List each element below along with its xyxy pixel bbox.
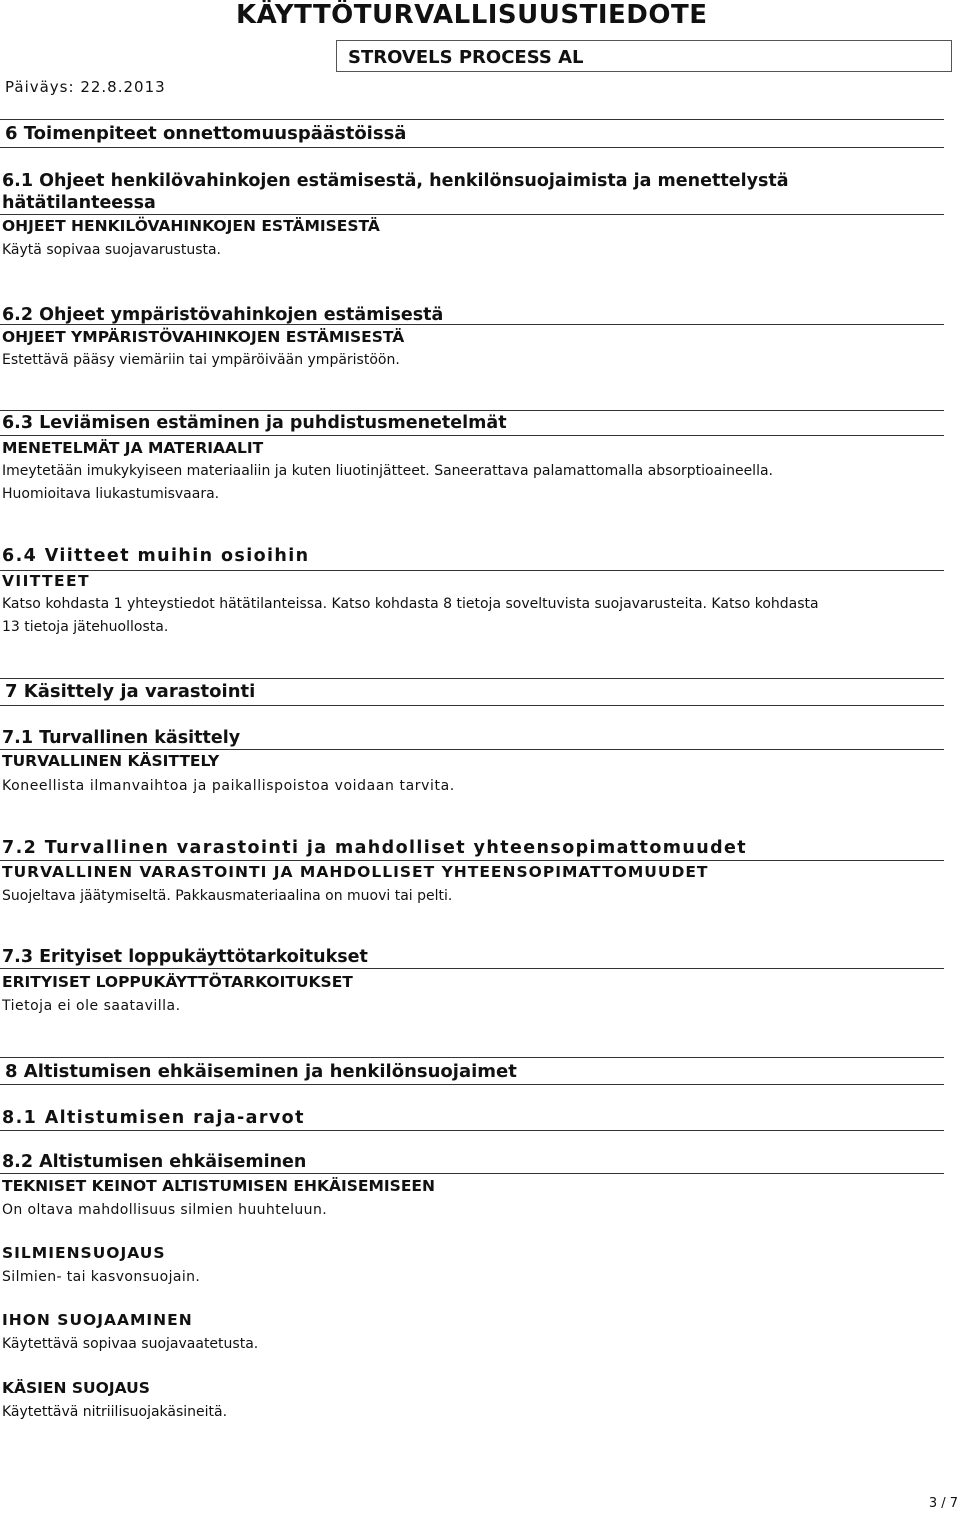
subsection-divider: [0, 214, 944, 215]
subsection-6-4-heading: VIITTEET: [2, 572, 90, 590]
subsection-7-2-heading: TURVALLINEN VARASTOINTI JA MAHDOLLISET YHTEENSOPIMATTOMUUDET: [2, 863, 709, 881]
subsection-7-1-heading: TURVALLINEN KÄSITTELY: [2, 752, 220, 770]
section-8-title: 8 Altistumisen ehkäiseminen ja henkilönsuojaimet: [5, 1061, 517, 1082]
subsection-7-1-title: 7.1 Turvallinen käsittely: [2, 728, 241, 748]
subsection-6-1-heading: OHJEET HENKILÖVAHINKOJEN ESTÄMISESTÄ: [2, 217, 380, 235]
section-divider: [0, 705, 944, 706]
subsection-divider: [0, 435, 944, 436]
subsection-7-2-title: 7.2 Turvallinen varastointi ja mahdolliset yhteensopimattomuudet: [2, 838, 748, 858]
section-divider: [0, 119, 944, 120]
subsection-8-1-title: 8.1 Altistumisen raja-arvot: [2, 1108, 305, 1128]
technical-measures-heading: TEKNISET KEINOT ALTISTUMISEN EHKÄISEMISEEN: [2, 1177, 435, 1195]
subsection-8-2-title: 8.2 Altistumisen ehkäiseminen: [2, 1152, 307, 1172]
technical-measures-text: On oltava mahdollisuus silmien huuhteluun.: [2, 1202, 328, 1218]
subsection-7-1-text: Koneellista ilmanvaihtoa ja paikallispoistoa voidaan tarvita.: [2, 778, 455, 794]
subsection-6-3-text-cont: Huomioitava liukastumisvaara.: [2, 486, 220, 502]
hand-protection-text: Käytettävä nitriilisuojakäsineitä.: [2, 1404, 228, 1420]
subsection-divider: [0, 410, 944, 411]
subsection-7-3-text: Tietoja ei ole saatavilla.: [2, 998, 181, 1014]
subsection-divider: [0, 860, 944, 861]
subsection-7-3-title: 7.3 Erityiset loppukäyttötarkoitukset: [2, 947, 368, 967]
subsection-6-1-title: 6.1 Ohjeet henkilövahinkojen estämisestä, henkilönsuojaimista ja menettelystä: [2, 171, 789, 191]
skin-protection-text: Käytettävä sopivaa suojavaatetusta.: [2, 1336, 259, 1352]
subsection-6-2-heading: OHJEET YMPÄRISTÖVAHINKOJEN ESTÄMISESTÄ: [2, 328, 405, 346]
subsection-6-4-text: Katso kohdasta 1 yhteystiedot hätätilanteissa. Katso kohdasta 8 tietoja soveltuvista suojavarusteita. Katso kohdasta: [2, 596, 819, 612]
section-divider: [0, 147, 944, 148]
subsection-6-2-title: 6.2 Ohjeet ympäristövahinkojen estämisestä: [2, 305, 444, 325]
subsection-6-1-text: Käytä sopivaa suojavarustusta.: [2, 242, 222, 258]
subsection-6-3-text: Imeytetään imukykyiseen materiaaliin ja kuten liuotinjätteet. Saneerattava palamattomalla absorptioaineella.: [2, 463, 773, 479]
eye-protection-text: Silmien- tai kasvonsuojain.: [2, 1269, 201, 1285]
subsection-7-2-text: Suojeltava jäätymiseltä. Pakkausmateriaalina on muovi tai pelti.: [2, 888, 453, 904]
subsection-divider: [0, 324, 944, 325]
section-6-title: 6 Toimenpiteet onnettomuuspäästöissä: [5, 123, 407, 144]
subsection-divider: [0, 968, 944, 969]
subsection-divider: [0, 1130, 944, 1131]
section-divider: [0, 678, 944, 679]
subsection-6-3-heading: MENETELMÄT JA MATERIAALIT: [2, 439, 264, 457]
subsection-6-4-text-cont: 13 tietoja jätehuollosta.: [2, 619, 169, 635]
subsection-7-3-heading: ERITYISET LOPPUKÄYTTÖTARKOITUKSET: [2, 973, 353, 991]
section-7-title: 7 Käsittely ja varastointi: [5, 681, 256, 702]
subsection-6-3-title: 6.3 Leviämisen estäminen ja puhdistusmenetelmät: [2, 413, 507, 433]
subsection-divider: [0, 1173, 944, 1174]
subsection-divider: [0, 749, 944, 750]
document-date: Päiväys: 22.8.2013: [5, 78, 166, 96]
hand-protection-heading: KÄSIEN SUOJAUS: [2, 1379, 150, 1397]
subsection-6-1-title-cont: hätätilanteessa: [2, 193, 156, 213]
section-divider: [0, 1057, 944, 1058]
document-title: KÄYTTÖTURVALLISUUSTIEDOTE: [236, 0, 708, 30]
product-name: STROVELS PROCESS AL: [348, 47, 584, 68]
eye-protection-heading: SILMIENSUOJAUS: [2, 1244, 166, 1262]
subsection-6-4-title: 6.4 Viitteet muihin osioihin: [2, 546, 310, 566]
subsection-divider: [0, 570, 944, 571]
section-divider: [0, 1084, 944, 1085]
subsection-6-2-text: Estettävä pääsy viemäriin tai ympäröivään ympäristöön.: [2, 352, 400, 368]
skin-protection-heading: IHON SUOJAAMINEN: [2, 1311, 193, 1329]
page-number: 3 / 7: [928, 1496, 958, 1511]
